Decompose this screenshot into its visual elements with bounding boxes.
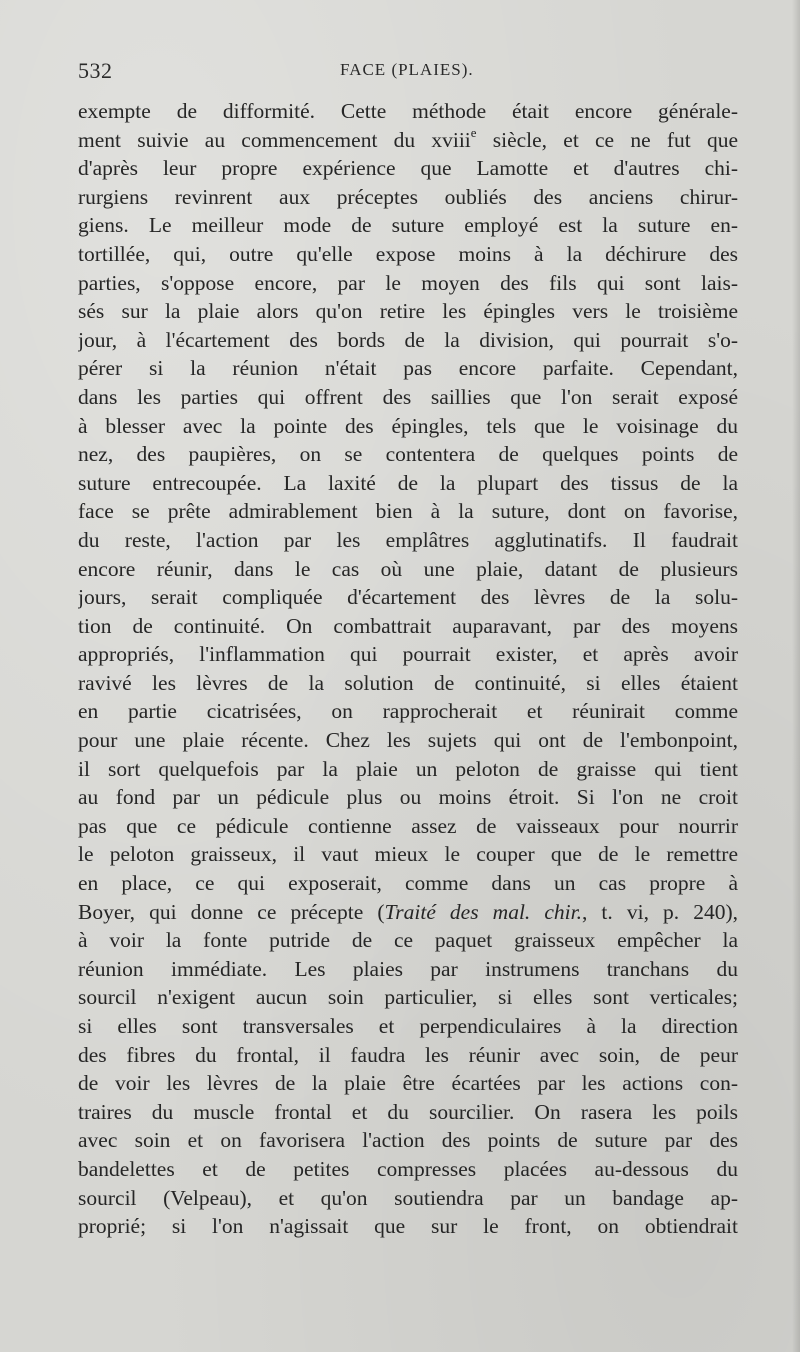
text-line: des fibres du frontal, il faudra les réunir avec soin, de peur [78, 1042, 738, 1067]
text-line: appropriés, l'inflammation qui pourrait exister, et après avoir [78, 642, 738, 667]
text-line: sourcil n'exigent aucun soin particulier, si elles sont verticales; [78, 985, 738, 1010]
text-line: pérer si la réunion n'était pas encore parfaite. Cependant, [78, 356, 738, 381]
running-head: FACE (PLAIES). [340, 60, 474, 79]
text-line: jours, serait compliquée d'écartement des lèvres de la solu- [78, 585, 738, 610]
text-line: avec soin et on favorisera l'action des points de suture par des [78, 1128, 738, 1153]
text-line: sourcil (Velpeau), et qu'on soutiendra par un bandage ap- [78, 1185, 738, 1210]
text-fragment: , t. vi, p. 240), [581, 899, 738, 924]
text-line [78, 898, 738, 927]
text-line: traires du muscle frontal et du sourcilier. On rasera les poils [78, 1099, 738, 1124]
text-line: si elles sont transversales et perpendiculaires à la direction [78, 1014, 738, 1038]
text-line: sés sur la plaie alors qu'on retire les épingles vers le troisième [78, 299, 738, 324]
text-line [78, 126, 738, 155]
text-line: face se prête admirablement bien à la suture, dont on favorise, [78, 499, 738, 524]
text-line: d'après leur propre expérience que Lamotte et d'autres chi- [78, 156, 738, 181]
text-line: à blesser avec la pointe des épingles, tels que le voisinage du [78, 413, 738, 438]
text-line: du reste, l'action par les emplâtres agglutinatifs. Il faudrait [78, 527, 738, 552]
text-line: exempte de difformité. Cette méthode était encore générale- [78, 99, 738, 123]
text-line: nez, des paupières, on se contentera de quelques points de [78, 442, 738, 467]
text-line: en partie cicatrisées, on rapprocherait et réunirait comme [78, 699, 738, 724]
page-edge-shadow [792, 0, 800, 1352]
text-line: il sort quelquefois par la plaie un peloton de graisse qui tient [78, 756, 738, 781]
superscript: e [470, 126, 477, 141]
text-fragment: siècle, et ce ne fut que [476, 127, 738, 152]
text-line: pas que ce pédicule contienne assez de vaisseaux pour nourrir [78, 813, 738, 838]
text-line: à voir la fonte putride de ce paquet graisseux empêcher la [78, 928, 738, 953]
text-line: en place, ce qui exposerait, comme dans un cas propre à [78, 871, 738, 896]
text-line: parties, s'oppose encore, par le moyen des fils qui sont lais- [78, 270, 738, 295]
text-line: jour, à l'écartement des bords de la division, qui pourrait s'o- [78, 327, 738, 352]
text-line: giens. Le meilleur mode de suture employé est la suture en- [78, 213, 738, 238]
text-line: ravivé les lèvres de la solution de continuité, si elles étaient [78, 670, 738, 695]
page-number: 532 [78, 58, 113, 83]
text-line: tion de continuité. On combattrait auparavant, par des moyens [78, 613, 738, 638]
citation-title: Traité des mal. chir. [384, 899, 582, 924]
text-line: de voir les lèvres de la plaie être écartées par les actions con- [78, 1071, 738, 1096]
text-line: proprié; si l'on n'agissait que sur le front, on obtiendrait [78, 1214, 738, 1239]
text-line: suture entrecoupée. La laxité de la plupart des tissus de la [78, 470, 738, 495]
page-header [78, 58, 738, 94]
text-line: tortillée, qui, outre qu'elle expose moins à la déchirure des [78, 241, 738, 266]
text-line: le peloton graisseux, il vaut mieux le couper que de le remettre [78, 842, 738, 867]
text-line: bandelettes et de petites compresses placées au-dessous du [78, 1156, 738, 1181]
text-fragment: Boyer, qui donne ce précepte ( [78, 899, 385, 924]
text-line: dans les parties qui offrent des saillies que l'on serait exposé [78, 384, 738, 409]
body-text [78, 97, 738, 1241]
text-line: réunion immédiate. Les plaies par instrumens tranchans du [78, 956, 738, 981]
text-fragment: ment suivie au commencement du xviii [78, 127, 471, 152]
text-line: encore réunir, dans le cas où une plaie, datant de plusieurs [78, 556, 738, 581]
text-line: pour une plaie récente. Chez les sujets qui ont de l'embonpoint, [78, 728, 738, 753]
text-line: rurgiens revinrent aux préceptes oubliés des anciens chirur- [78, 184, 738, 209]
text-line: au fond par un pédicule plus ou moins étroit. Si l'on ne croit [78, 785, 738, 810]
